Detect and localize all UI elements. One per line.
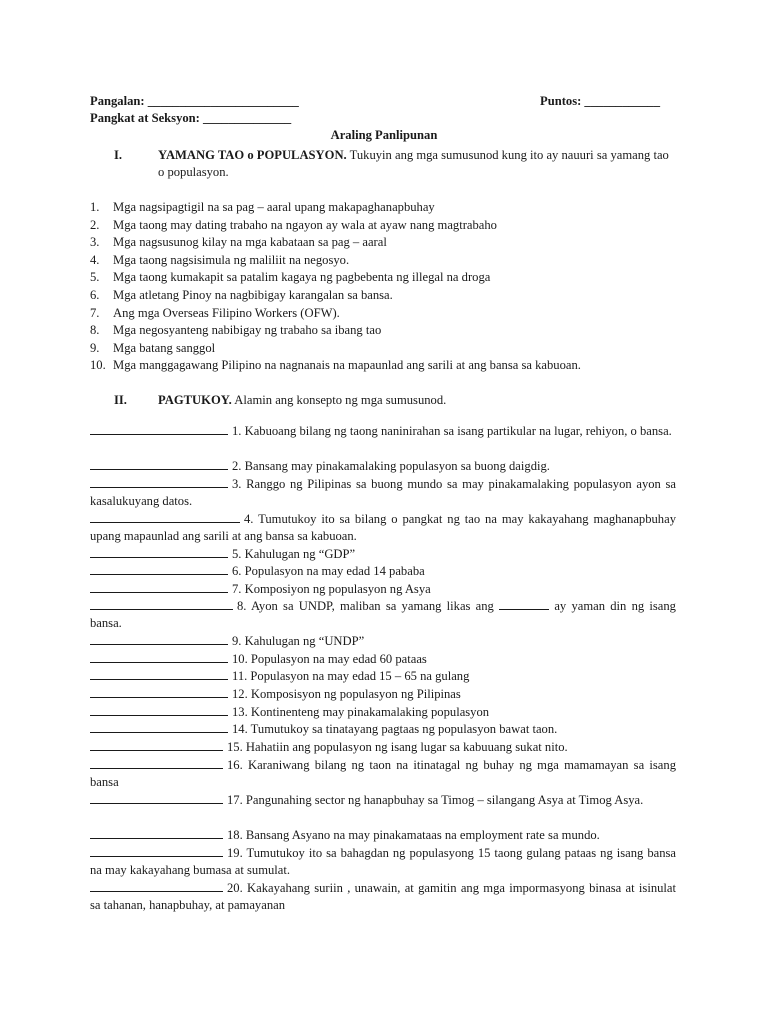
list-item — [90, 252, 690, 270]
question-item — [90, 580, 676, 598]
question-item — [90, 457, 676, 475]
question-item — [90, 475, 676, 511]
answer-blank[interactable] — [90, 826, 223, 839]
list-item-text: Mga negosyanteng nabibigay ng trabaho sa ibang tao — [113, 323, 382, 338]
section-1-instruction-text: Tukuyin ang mga sumusunod kung ito ay nauuri sa yamang tao o populasyon. — [158, 148, 669, 180]
question-item — [90, 738, 676, 756]
question-text: 10. Populasyon na may edad 60 pataas — [232, 652, 427, 666]
question-item — [90, 685, 676, 703]
list-item-text: Mga nagsusunog kilay na mga kabataan sa pag – aaral — [113, 235, 387, 250]
answer-blank[interactable] — [90, 879, 223, 892]
section-1-title: YAMANG TAO o POPULASYON. — [158, 148, 347, 162]
section-2-title: PAGTUKOY. — [158, 393, 232, 407]
list-item-text: Mga atletang Pinoy na nagbibigay karangalan sa bansa. — [113, 287, 393, 302]
list-item — [90, 287, 690, 305]
score-field-label: Puntos: ____________ — [540, 94, 660, 108]
answer-blank[interactable] — [90, 685, 228, 698]
question-item — [90, 826, 676, 844]
question-text: 13. Kontinenteng may pinakamalaking populasyon — [232, 705, 490, 719]
question-text: 19. Tumutukoy ito sa bahagdan ng populasyong 15 taong gulang pataas ng isang bansa na may kakayahang bumasa at sumulat. — [90, 846, 676, 878]
question-item — [90, 756, 676, 792]
section-2-number: II. — [114, 393, 127, 407]
answer-blank[interactable] — [90, 720, 228, 733]
list-item-number: 2. — [90, 217, 100, 232]
answer-blank[interactable] — [90, 738, 223, 751]
list-item-text: Mga taong may dating trabaho na ngayon ay wala at ayaw nang magtrabaho — [113, 217, 497, 232]
answer-blank[interactable] — [90, 791, 223, 804]
answer-blank[interactable] — [90, 475, 228, 488]
section-1-number: I. — [114, 148, 123, 162]
list-item-number: 5. — [90, 270, 100, 285]
question-item — [90, 703, 676, 721]
answer-blank[interactable] — [90, 756, 223, 769]
question-text: 12. Komposisyon ng populasyon ng Pilipinas — [232, 687, 461, 701]
list-item-text: Mga taong kumakapit sa patalim kagaya ng pagbebenta ng illegal na droga — [113, 270, 491, 285]
answer-blank[interactable] — [90, 510, 240, 523]
question-text: 3. Ranggo ng Pilipinas sa buong mundo sa may pinakamalaking populasyon ayon sa kasalukuyang datos. — [90, 477, 676, 509]
question-text: 17. Pangunahing sector ng hanapbuhay sa Timog – silangang Asya at Timog Asya. — [227, 793, 644, 807]
question-text: 7. Komposiyon ng populasyon ng Asya — [232, 582, 431, 596]
list-item-number: 7. — [90, 305, 100, 320]
list-item-text: Mga batang sanggol — [113, 340, 216, 355]
subject-title: Araling Panlipunan — [330, 128, 438, 142]
answer-blank[interactable] — [90, 580, 228, 593]
answer-blank[interactable] — [90, 650, 228, 663]
list-item — [90, 340, 690, 358]
answer-blank[interactable] — [90, 422, 228, 435]
list-item-text: Mga taong nagsisimula ng maliliit na negosyo. — [113, 252, 350, 267]
section-field-label: Pangkat at Seksyon: ______________ — [90, 111, 292, 125]
question-item — [90, 667, 676, 685]
answer-blank[interactable] — [90, 545, 228, 558]
question-item — [90, 879, 676, 915]
list-item-number: 10. — [90, 358, 106, 373]
section-1-list — [90, 199, 690, 375]
question-text: 18. Bansang Asyano na may pinakamataas na employment rate sa mundo. — [227, 828, 600, 842]
answer-blank[interactable] — [90, 703, 228, 716]
answer-blank[interactable] — [90, 597, 233, 610]
list-item — [90, 199, 690, 217]
list-item — [90, 217, 690, 235]
list-item-number: 4. — [90, 252, 100, 267]
question-text: 6. Populasyon na may edad 14 pababa — [232, 564, 425, 578]
list-item — [90, 322, 690, 340]
list-item-text: Ang mga Overseas Filipino Workers (OFW). — [113, 305, 340, 320]
answer-blank[interactable] — [90, 562, 228, 575]
section-2-instructions — [158, 392, 678, 409]
question-text: 14. Tumutukoy sa tinatayang pagtaas ng populasyon bawat taon. — [232, 722, 558, 736]
question-text: 8. Ayon sa UNDP, maliban sa yamang likas ang — [237, 599, 494, 613]
name-field-label: Pangalan: ________________________ — [90, 94, 299, 108]
question-item — [90, 597, 676, 633]
list-item-number: 3. — [90, 235, 100, 250]
question-item — [90, 422, 676, 440]
list-item — [90, 357, 690, 375]
question-item — [90, 632, 676, 650]
question-text: 16. Karaniwang bilang ng taon na itinatagal ng buhay ng mga mamamayan sa isang bansa — [90, 758, 676, 790]
list-item — [90, 234, 690, 252]
answer-blank[interactable] — [90, 667, 228, 680]
list-item-text: Mga nagsipagtigil na sa pag – aaral upang makapaghanapbuhay — [113, 200, 435, 214]
list-item-number: 9. — [90, 340, 100, 355]
answer-blank[interactable] — [90, 632, 228, 645]
section-1-instructions — [158, 147, 678, 182]
answer-blank[interactable] — [90, 457, 228, 470]
question-item — [90, 791, 676, 809]
question-text: 2. Bansang may pinakamalaking populasyon sa buong daigdig. — [232, 459, 550, 473]
answer-blank[interactable] — [90, 844, 223, 857]
inline-answer-blank[interactable] — [499, 597, 549, 610]
question-item — [90, 545, 676, 563]
list-item-number: 1. — [90, 200, 100, 214]
list-item — [90, 269, 690, 287]
question-text: 15. Hahatiin ang populasyon ng isang lugar sa kabuuang sukat nito. — [227, 740, 568, 754]
question-item — [90, 510, 676, 546]
question-item — [90, 720, 676, 738]
question-text: 4. Tumutukoy ito sa bilang o pangkat ng tao na may kakayahang maghanapbuhay upang mapaunlad ang sarili at ang bansa sa kabuoan. — [90, 512, 676, 544]
question-item — [90, 562, 676, 580]
question-text: 11. Populasyon na may edad 15 – 65 na gulang — [232, 669, 470, 683]
question-text-continued: ay yaman din ng isang bansa. — [90, 599, 676, 631]
question-text: 5. Kahulugan ng “GDP” — [232, 547, 356, 561]
list-item-number: 6. — [90, 287, 100, 302]
question-text: 20. Kakayahang suriin , unawain, at gamitin ang mga impormasyong binasa at isinulat sa tahanan, hanapbuhay, at pamayanan — [90, 881, 676, 913]
list-item-text: Mga manggagawang Pilipino na nagnanais na mapaunlad ang sarili at ang bansa sa kabuoan. — [113, 358, 581, 373]
question-item — [90, 650, 676, 668]
list-item-number: 8. — [90, 323, 100, 338]
question-text: 9. Kahulugan ng “UNDP” — [232, 634, 365, 648]
question-item — [90, 844, 676, 880]
list-item — [90, 305, 690, 323]
question-text: 1. Kabuoang bilang ng taong naninirahan sa isang partikular na lugar, rehiyon, o bansa. — [232, 424, 672, 438]
section-2-instruction-text: Alamin ang konsepto ng mga sumusunod. — [234, 393, 447, 407]
